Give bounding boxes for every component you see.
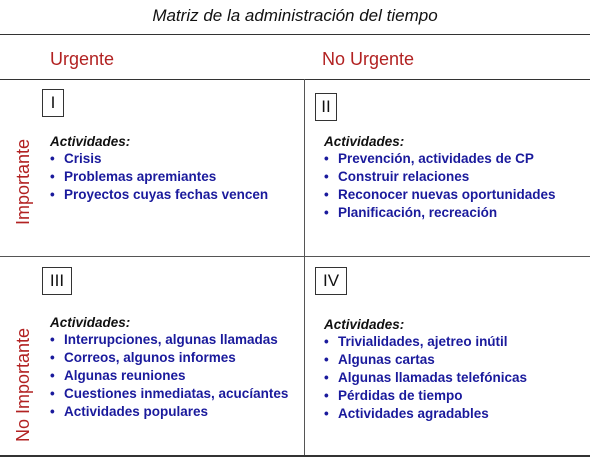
list-item: • Algunas cartas: [324, 352, 435, 367]
activity-list: [324, 333, 527, 423]
header-divider: [0, 79, 590, 80]
list-item: • Prevención, actividades de CP: [324, 151, 534, 166]
list-item: • Correos, algunos informes: [50, 350, 236, 365]
list-item: • Algunas llamadas telefónicas: [324, 370, 528, 385]
activity-list: [324, 150, 556, 222]
page-title: Matriz de la administración del tiempo: [152, 6, 438, 25]
list-item: • Actividades agradables: [324, 406, 489, 421]
activity-list: [50, 331, 288, 421]
quadrant-4-activities: [324, 317, 527, 423]
activities-heading: Actividades:: [50, 315, 131, 330]
list-item: • Construir relaciones: [324, 169, 470, 184]
horizontal-divider: [0, 256, 590, 257]
activities-heading: Actividades:: [50, 134, 131, 149]
quadrant-numeral-4: IV: [315, 267, 347, 295]
list-item: • Actividades populares: [50, 404, 209, 419]
list-item: • Algunas reuniones: [50, 368, 186, 383]
top-divider: [0, 34, 590, 35]
list-item: • Proyectos cuyas fechas vencen: [50, 187, 269, 202]
list-item: • Cuestiones inmediatas, acucíantes: [50, 386, 289, 401]
list-item: • Reconocer nuevas oportunidades: [324, 187, 556, 202]
column-heading-not-urgent: No Urgente: [322, 49, 415, 69]
quadrant-numeral-2: II: [315, 93, 337, 121]
activities-heading: Actividades:: [324, 134, 405, 149]
list-item: • Problemas apremiantes: [50, 169, 217, 184]
column-heading-urgent: Urgente: [50, 49, 115, 69]
activity-list: [50, 150, 268, 204]
quadrant-numeral-3: III: [42, 267, 72, 295]
quadrant-numeral-1: I: [42, 89, 64, 117]
list-item: • Planificación, recreación: [324, 205, 498, 220]
list-item: • Pérdidas de tiempo: [324, 388, 463, 403]
list-item: • Trivialidades, ajetreo inútil: [324, 334, 508, 349]
quadrant-3-activities: [50, 315, 288, 421]
quadrant-2-activities: [324, 134, 556, 222]
activities-heading: Actividades:: [324, 317, 405, 332]
row-heading-important: Importante: [13, 138, 33, 225]
row-heading-not-important: No Importante: [13, 327, 33, 442]
quadrant-1-activities: [50, 134, 268, 204]
list-item: • Interrupciones, algunas llamadas: [50, 332, 278, 347]
list-item: • Crisis: [50, 151, 102, 166]
bottom-divider: [0, 455, 590, 457]
vertical-divider: [304, 79, 305, 455]
